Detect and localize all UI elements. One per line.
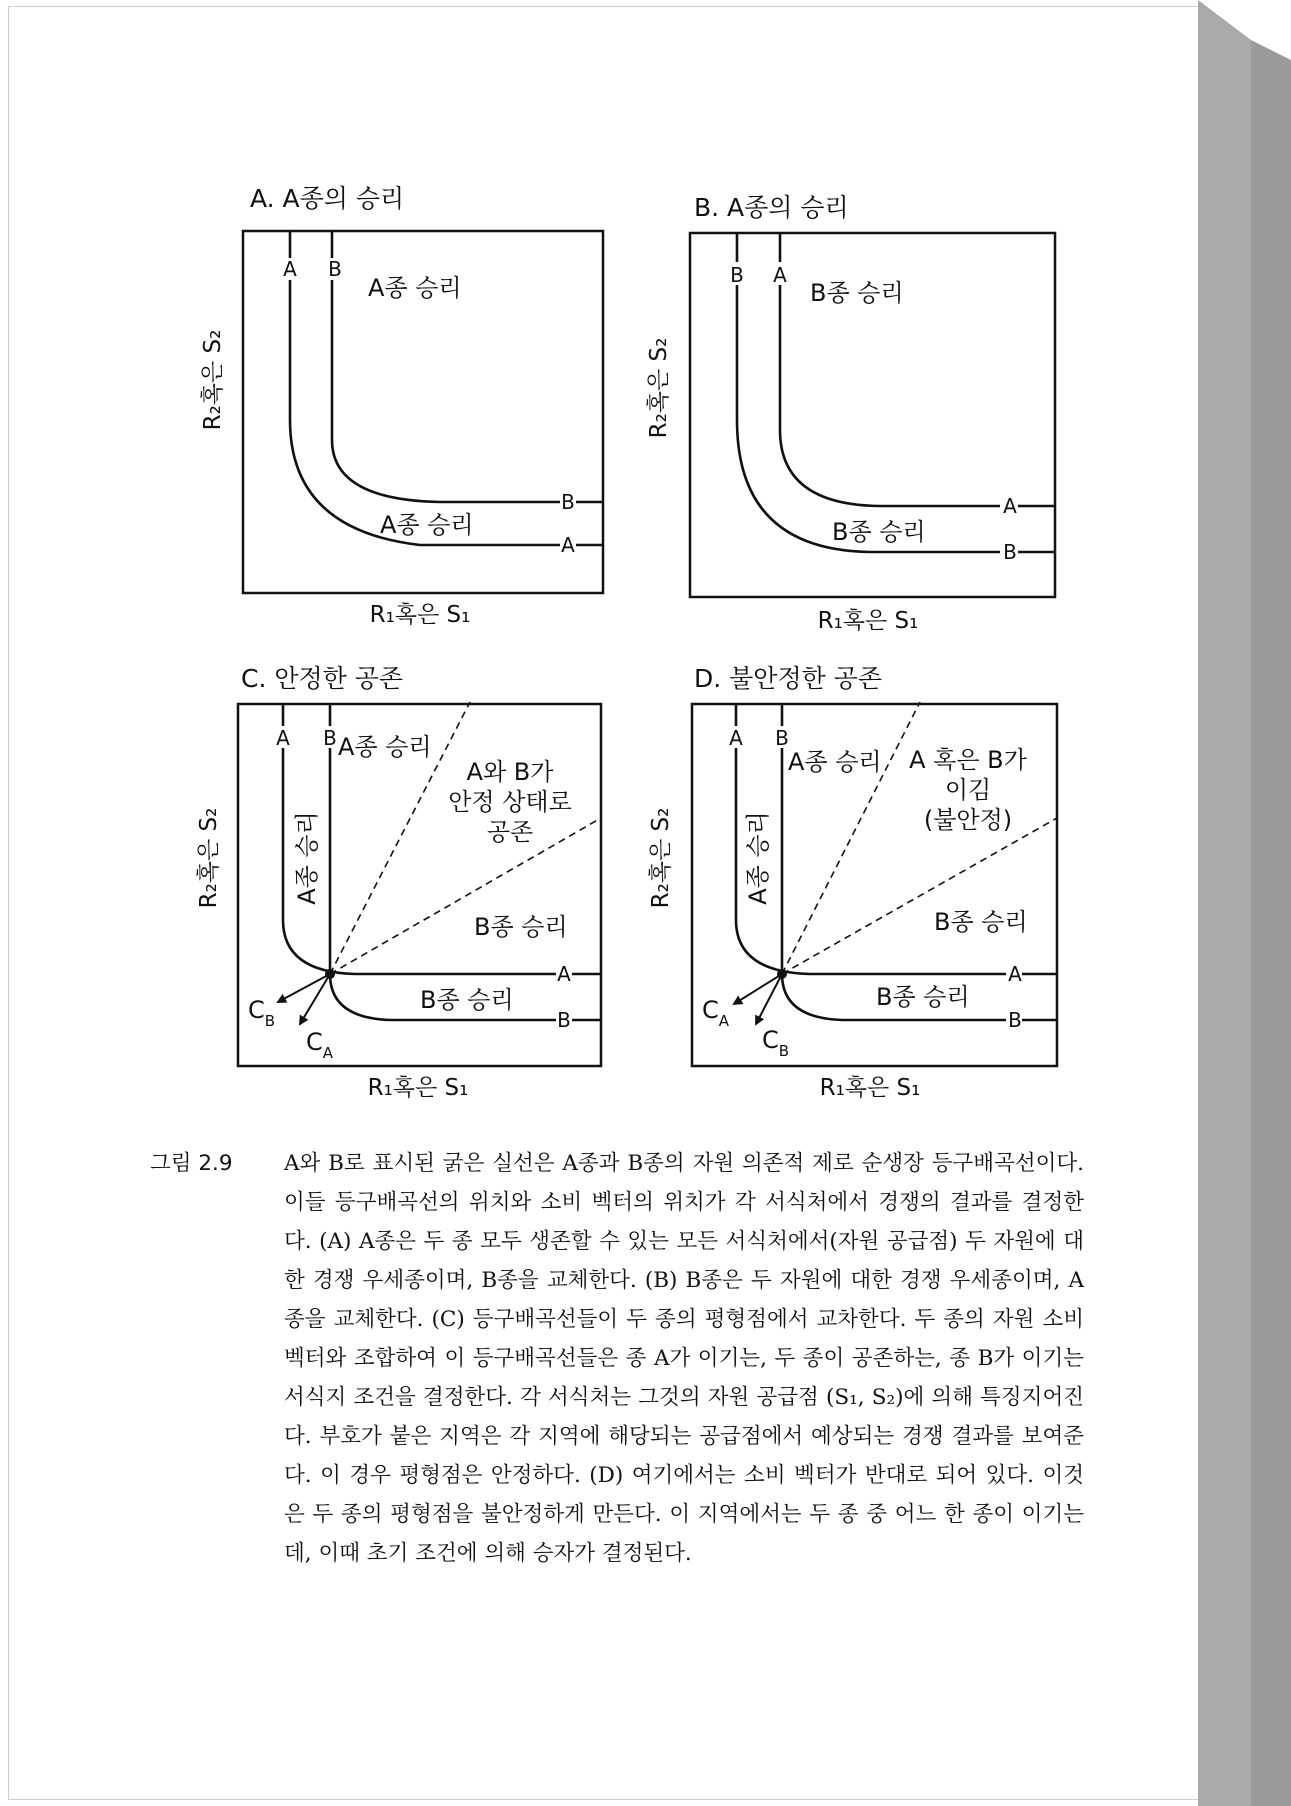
panel-d-boundary-1 bbox=[782, 702, 920, 974]
panel-b-region-label-2: B종 승리 bbox=[832, 518, 926, 546]
panel-d-vcurve-label-1: A bbox=[729, 726, 743, 750]
panel-c-region-label-2: A와 B가 bbox=[466, 758, 554, 786]
panel-c-title: C. 안정한 공존 bbox=[241, 664, 404, 693]
panel-b-title: B. A종의 승리 bbox=[694, 193, 849, 222]
panel-b-x-axis-label: R₁혹은 S₁ bbox=[817, 608, 919, 634]
panel-a-isocline-b bbox=[332, 231, 603, 502]
panel-a-vcurve-label-2: B bbox=[328, 257, 342, 281]
panel-c-hcurve-label-1: A bbox=[557, 962, 571, 986]
panel-c-vcurve-label-2: B bbox=[323, 726, 337, 750]
panel-d-region-label-4: (불안정) bbox=[923, 806, 1013, 834]
panel-c-vector-label-2: $C_A$ bbox=[306, 1028, 334, 1062]
panel-a-x-axis-label: R₁혹은 S₁ bbox=[369, 602, 471, 628]
panel-c-region-label-6: B종 승리 bbox=[474, 913, 568, 941]
panel-d-vcurve-label-2: B bbox=[775, 726, 789, 750]
caption-text: A와 B로 표시된 굵은 실선은 A종과 B종의 자원 의존적 제로 순생장 등구배곡선이다. 이들 등구배곡선의 위치와 소비 벡터의 위치가 각 서식처에서 경쟁의 결과를 결정한다. (A) A종은 두 종 모두 생존할 수 있는 모든 서식처에서(자원 공급점) 두 자원에 대한 경쟁 우세종이며, B종을 교체한다. (B) B종은 두 자원에 대한 경쟁 우세종이며, A종을 교체한다. (C) 등구배곡선들이 두 종의 평형점에서 교차한다. 두 종의 자원 소비 벡터와 조합하여 이 등구배곡선들은 종 A가 이기는, 두 종이 공존하는, 종 B가 이기는 서식지 조건을 결정한다. 각 서식처는 그것의 자원 공급점 (S₁, S₂)에 의해 특징지어진다. 부호가 붙은 지역은 각 지역에 해당되는 공급점에서 예상되는 경쟁 결과를 보여준다. 이 경우 평형점은 안정하다. (D) 여기에서는 소비 벡터가 반대로 되어 있다. 이것은 두 종의 평형점을 불안정하게 만든다. 이 지역에서는 두 종 중 어느 한 종이 이기는데, 이때 초기 조건에 의해 승자가 결정된다. bbox=[284, 1151, 1084, 1566]
panel-d-vector-label-1: $C_A$ bbox=[702, 996, 730, 1030]
figure-caption bbox=[150, 1144, 1084, 1573]
panel-d-hcurve-label-1: A bbox=[1008, 962, 1022, 986]
panel-b-region-label-1: B종 승리 bbox=[810, 279, 904, 307]
panel-d-y-axis-label: R₂혹은 S₂ bbox=[648, 807, 674, 909]
panel-a-vcurve-label-1: A bbox=[283, 257, 297, 281]
panel-c-vector-label-1: $C_B$ bbox=[248, 996, 276, 1030]
panel-d-region-label-6: B종 승리 bbox=[934, 908, 1028, 936]
panel-d-region-label-7: B종 승리 bbox=[876, 983, 970, 1011]
panel-c bbox=[196, 664, 601, 1101]
panel-d-boundary-2 bbox=[782, 818, 1057, 974]
panel-c-x-axis-label: R₁혹은 S₁ bbox=[367, 1075, 469, 1101]
panel-c-region-label-3: 안정 상태로 bbox=[448, 788, 572, 816]
figure-number: 그림 2.9 bbox=[150, 1151, 233, 1176]
panel-c-hcurve-label-2: B bbox=[557, 1008, 571, 1032]
panel-c-region-label-7: B종 승리 bbox=[420, 986, 514, 1014]
panel-d-vector-label-2: $C_B$ bbox=[762, 1026, 790, 1060]
panel-d-hcurve-label-2: B bbox=[1008, 1008, 1022, 1032]
panel-b-vcurve-label-2: A bbox=[773, 263, 787, 287]
panel-a bbox=[200, 184, 603, 628]
panel-a-y-axis-label: R₂혹은 S₂ bbox=[200, 329, 226, 431]
panel-b bbox=[646, 193, 1055, 634]
panel-c-region-label-1: A종 승리 bbox=[338, 733, 432, 761]
panel-c-y-axis-label: R₂혹은 S₂ bbox=[196, 807, 222, 909]
panel-b-hcurve-label-2: B bbox=[1003, 540, 1017, 564]
panel-d-region-label-1: A종 승리 bbox=[788, 748, 882, 776]
panel-a-region-label-1: A종 승리 bbox=[368, 274, 462, 302]
panel-a-hcurve-label-1: B bbox=[561, 490, 575, 514]
panel-d-region-label-3: 이김 bbox=[944, 776, 992, 804]
panel-c-region-label-5: A종 승리 bbox=[293, 811, 321, 905]
panel-a-title: A. A종의 승리 bbox=[250, 184, 405, 213]
panel-b-hcurve-label-1: A bbox=[1003, 494, 1017, 518]
panel-d-x-axis-label: R₁혹은 S₁ bbox=[819, 1075, 921, 1101]
panel-b-isocline-a bbox=[780, 233, 1055, 506]
panel-b-vcurve-label-1: B bbox=[730, 263, 744, 287]
panel-d-region-label-2: A 혹은 B가 bbox=[909, 746, 1027, 774]
panel-d bbox=[648, 664, 1057, 1101]
panel-d-region-label-5: A종 승리 bbox=[744, 811, 772, 905]
panel-a-region-label-2: A종 승리 bbox=[380, 511, 474, 539]
panel-b-y-axis-label: R₂혹은 S₂ bbox=[646, 337, 672, 439]
panel-c-region-label-4: 공존 bbox=[486, 818, 534, 846]
panel-c-vcurve-label-1: A bbox=[276, 726, 290, 750]
panel-d-title: D. 불안정한 공존 bbox=[694, 664, 882, 693]
panel-a-hcurve-label-2: A bbox=[561, 533, 575, 557]
